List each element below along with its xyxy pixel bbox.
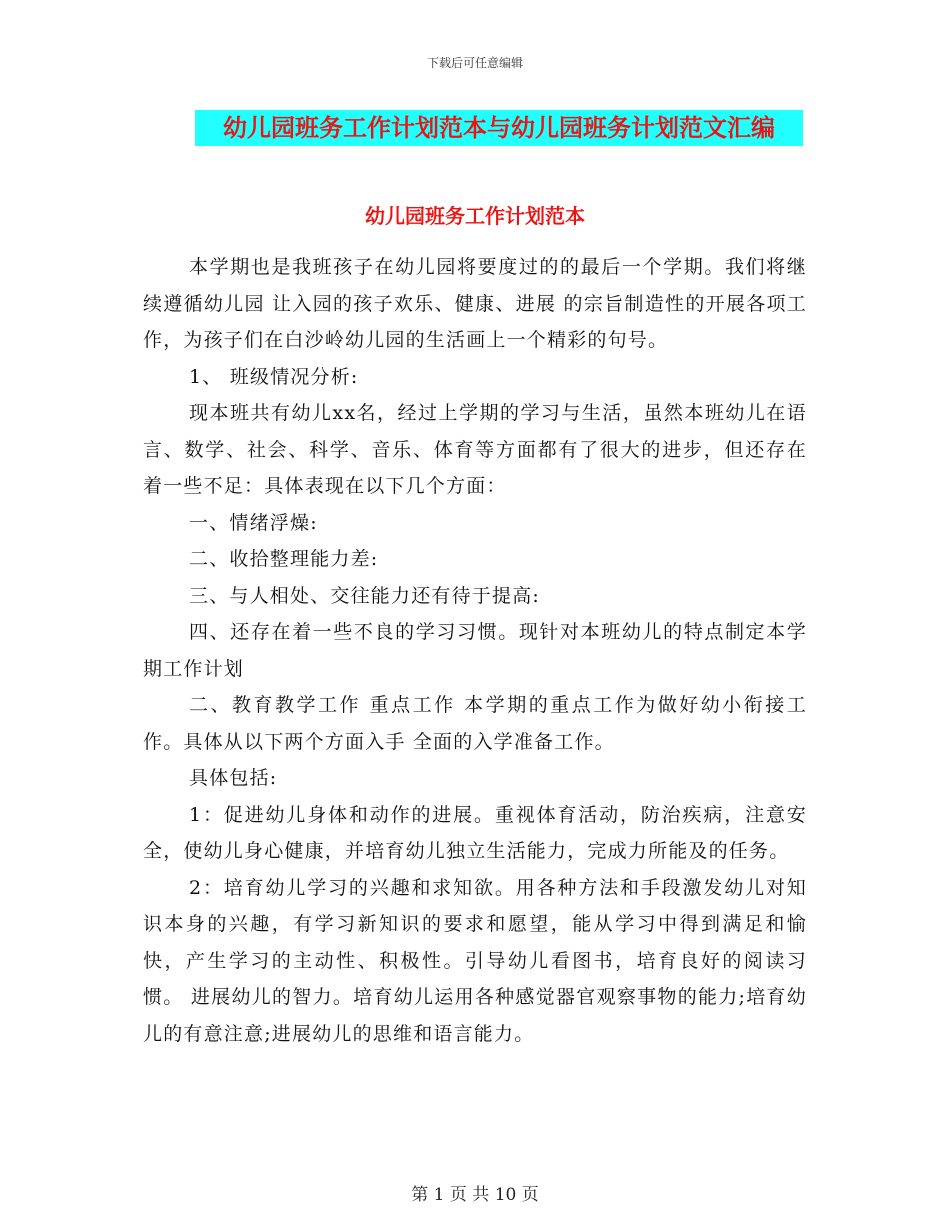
paragraph: 二、教育教学工作 重点工作 本学期的重点工作为做好幼小衔接工作。具体从以下两个方面入手 全面的入学准备工作。 <box>143 694 807 753</box>
paragraph: 三、与人相处、交往能力还有待于提高: <box>189 584 541 607</box>
section-title: 幼儿园班务工作计划范本 <box>365 204 585 228</box>
header-note: 下载后可任意编辑 <box>426 56 523 70</box>
page-footer: 第 1 页 共 10 页 <box>411 1185 539 1205</box>
paragraph: 具体包括: <box>189 767 278 789</box>
paragraph: 二、收拾整理能力差: <box>189 548 379 570</box>
paragraph: 本学期也是我班孩子在幼儿园将要度过的的最后一个学期。我们将继续遵循幼儿园 让入园的孩子欢乐、健康、进展 的宗旨制造性的开展各项工作，为孩子们在白沙岭幼儿园的生活画上一个精彩的句号。 <box>143 256 807 351</box>
paragraph: 1、 班级情况分析: <box>189 365 359 388</box>
paragraph: 现本班共有幼儿xx名，经过上学期的学习与生活，虽然本班幼儿在语言、数学、社会、科学、音乐、体育等方面都有了很大的进步，但还存在着一些不足：具体表现在以下几个方面： <box>143 402 807 497</box>
paragraph: 1：促进幼儿身体和动作的进展。重视体育活动，防治疾病，注意安全，使幼儿身心健康，并培育幼儿独立生活能力，完成力所能及的任务。 <box>143 803 807 862</box>
paragraph: 一、情绪浮燥: <box>189 511 318 534</box>
document-title: 幼儿园班务工作计划范本与幼儿园班务计划范文汇编 <box>195 110 803 146</box>
document-body <box>143 249 807 1052</box>
paragraph: 2：培育幼儿学习的兴趣和求知欲。用各种方法和手段激发幼儿对知识本身的兴趣，有学习新知识的要求和愿望，能从学习中得到满足和愉快，产生学习的主动性、积极性。引导幼儿看图书，培育良好的阅读习惯。 进展幼儿的智力。培育幼儿运用各种感觉器官观察事物的能力;培育幼儿的有意注意;进展幼儿的思维和语言能力。 <box>143 876 807 1045</box>
paragraph: 四、还存在着一些不良的学习习惯。现针对本班幼儿的特点制定本学期工作计划 <box>143 621 807 680</box>
